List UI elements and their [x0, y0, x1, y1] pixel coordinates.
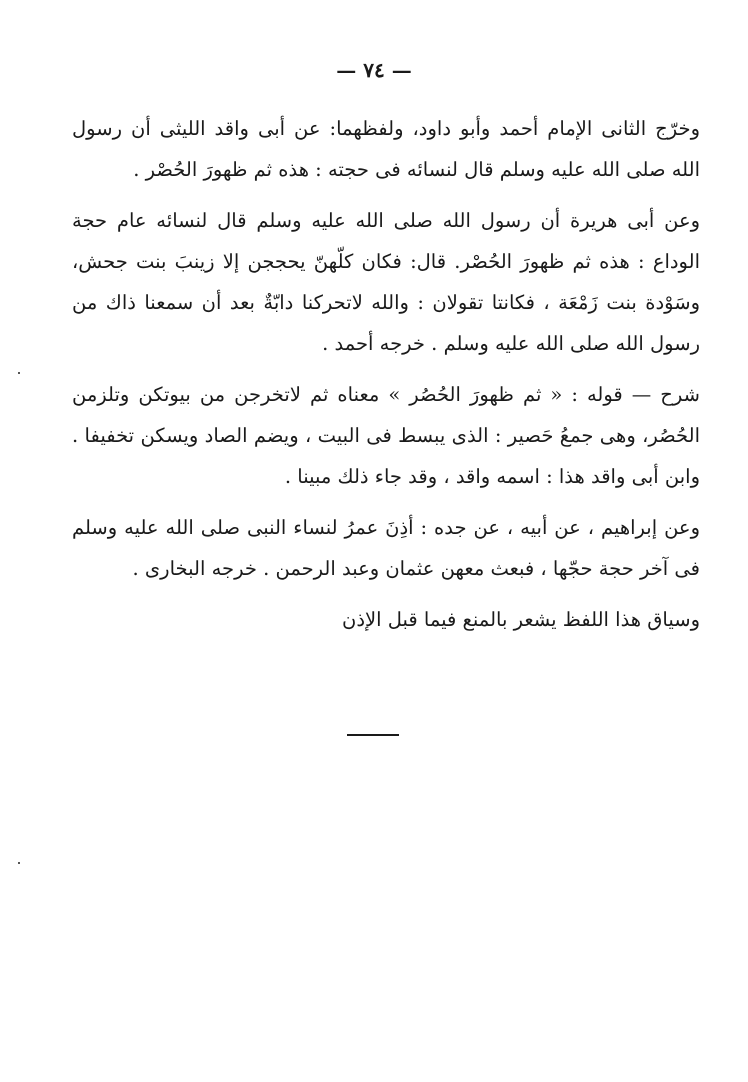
body-text: [72, 108, 722, 650]
scan-speck: [18, 862, 20, 864]
scan-speck: [18, 372, 20, 374]
page-number: — ٧٤ —: [336, 58, 412, 82]
paragraph-hadith-ibrahim: وعن إبراهيم ، عن أبيه ، عن جده : أذِنَ عمرُ لنساء النبى صلى الله عليه وسلم فى آخر حجة حجّها ، فبعث معهن عثمان وعبد الرحمن . خرجه البخارى .: [72, 516, 700, 580]
paragraph-closing-note: وسياق هذا اللفظ يشعر بالمنع فيما قبل الإذن: [342, 608, 700, 631]
section-divider: [347, 734, 399, 736]
paragraph-hadith-abu-hurayra: وعن أبى هريرة أن رسول الله صلى الله عليه وسلم قال لنسائه عام حجة الوداع : هذه ثم ظهورَ الحُصْر. قال: فكان كلّهنّ يحججن إلا زينبَ بنت جحش، وسَوْدة بنت زَمْعَة ، فكانتا تقولان : والله لاتحركنا دابّةٌ بعد أن سمعنا ذاك من رسول الله صلى الله عليه وسلم . خرجه أحمد .: [72, 209, 700, 355]
paragraph-commentary: شرح — قوله : « ثم ظهورَ الحُصُر » معناه ثم لاتخرجن من بيوتكن وتلزمن الحُصُر، وهى جمعُ حَصير : الذى يبسط فى البيت ، ويضم الصاد ويسكن تخفيفا . وابن أبى واقد هذا : اسمه واقد ، وقد جاء ذلك مبينا .: [72, 383, 700, 488]
paragraph-hadith-abu-waqid: وخرّج الثانى الإمام أحمد وأبو داود، ولفظهما: عن أبى واقد الليثى أن رسول الله صلى الله عليه وسلم قال لنسائه فى حجته : هذه ثم ظهورَ الحُصْر .: [72, 117, 700, 181]
